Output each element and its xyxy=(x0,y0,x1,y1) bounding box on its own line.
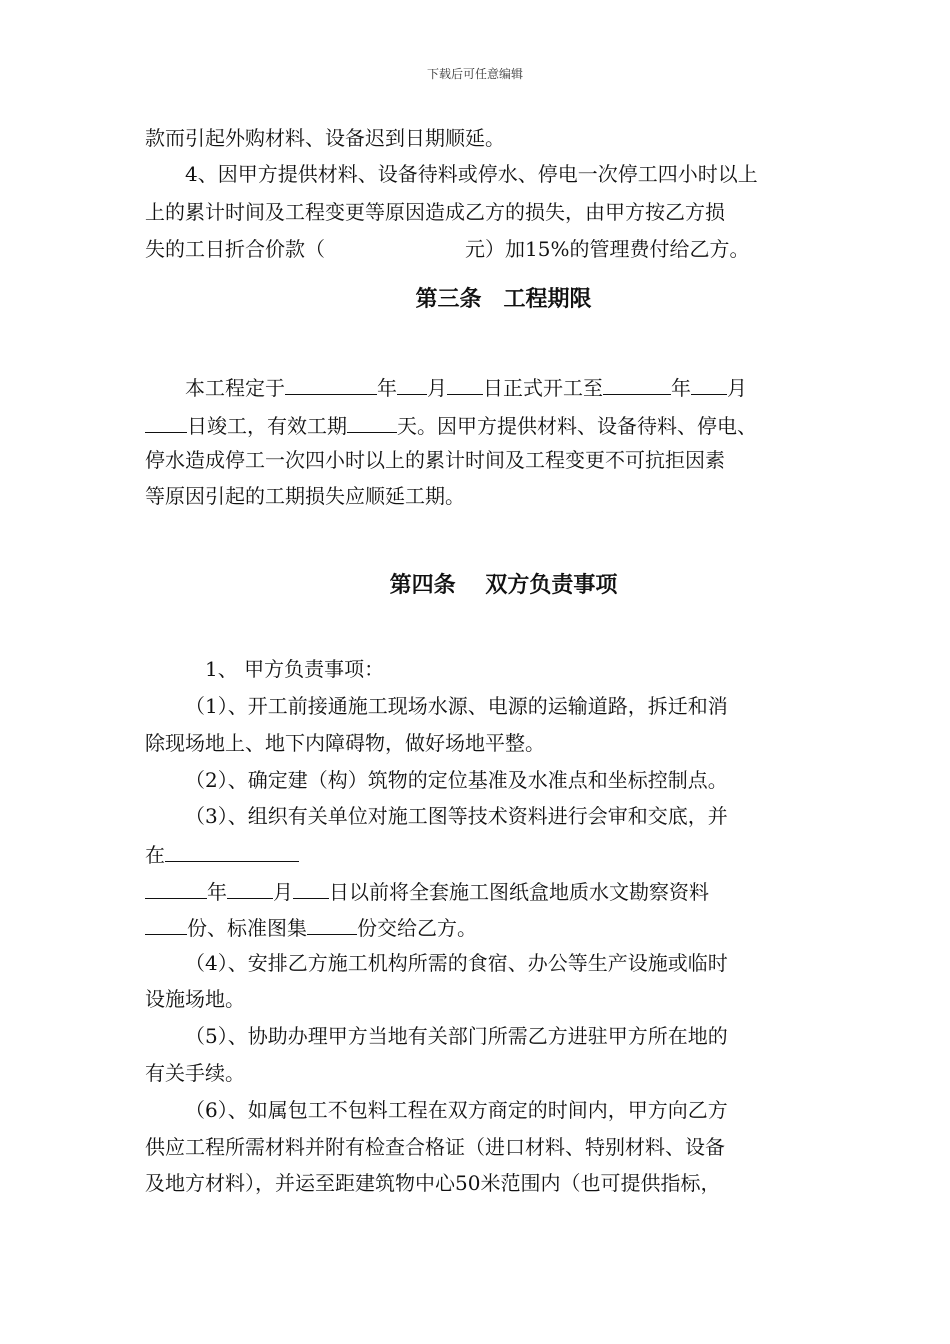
duration-blank xyxy=(347,410,397,433)
item-3-text: 在 xyxy=(145,843,165,867)
item-3-text: 月 xyxy=(273,880,293,904)
item-3-text: 年 xyxy=(207,880,227,904)
date-blank xyxy=(165,839,299,862)
year-blank xyxy=(145,876,207,899)
article-3-text: 年 xyxy=(671,376,691,400)
day-blank xyxy=(145,410,187,433)
month-blank xyxy=(691,372,727,395)
article-4-heading: 第四条 双方负责事项 xyxy=(389,573,618,598)
item-4-text: 失的工日折合价款（ xyxy=(145,237,325,261)
item-3-text: 份交给乙方。 xyxy=(357,916,477,940)
article-3-text: 日正式开工至 xyxy=(483,376,603,400)
copies-blank xyxy=(307,912,357,935)
item-6-line-3: 及地方材料），并运至距建筑物中心50米范围内（也可提供指标， xyxy=(145,1171,721,1195)
month-blank xyxy=(227,876,273,899)
article-3-line-4: 等原因引起的工期损失应顺延工期。 xyxy=(145,484,465,508)
article-3-text: 本工程定于 xyxy=(185,376,285,400)
item-3-text: 日以前将全套施工图纸盒地质水文勘察资料 xyxy=(329,880,709,904)
article-3-text: 日竣工，有效工期 xyxy=(187,414,347,438)
article-4-subheading: 1、 甲方负责事项： xyxy=(205,657,385,681)
copies-blank xyxy=(145,912,187,935)
article-3-line-3: 停水造成停工一次四小时以上的累计时间及工程变更不可抗拒因素 xyxy=(145,448,725,472)
item-6-line-2: 供应工程所需材料并附有检查合格证（进口材料、特别材料、设备 xyxy=(145,1135,725,1159)
item-4-line-1: 4、因甲方提供材料、设备待料或停水、停电一次停工四小时以上 xyxy=(185,162,758,186)
article-3-text: 月 xyxy=(727,376,747,400)
year-blank xyxy=(603,372,671,395)
item-6-line-1: （6）、如属包工不包料工程在双方商定的时间内，甲方向乙方 xyxy=(185,1098,728,1122)
article-3-text: 天。因甲方提供材料、设备待料、停电、 xyxy=(397,414,757,438)
article-3-line-1 xyxy=(185,372,747,402)
item-4-text: 元）加15%的管理费付给乙方。 xyxy=(465,237,750,261)
item-4-line-2: 设施场地。 xyxy=(145,987,245,1011)
day-blank xyxy=(293,876,329,899)
article-3-text: 月 xyxy=(427,376,447,400)
item-1-line-2: 除现场地上、地下内障碍物，做好场地平整。 xyxy=(145,731,545,755)
item-5-line-1: （5）、协助办理甲方当地有关部门所需乙方进驻甲方所在地的 xyxy=(185,1024,728,1048)
item-3-text: 份、标准图集 xyxy=(187,916,307,940)
year-blank xyxy=(285,372,377,395)
paragraph-line: 款而引起外购材料、设备迟到日期顺延。 xyxy=(145,126,505,150)
month-blank xyxy=(397,372,427,395)
item-2-line: （2）、确定建（构）筑物的定位基准及水准点和坐标控制点。 xyxy=(185,768,728,792)
item-4-line-2: 上的累计时间及工程变更等原因造成乙方的损失，由甲方按乙方损 xyxy=(145,200,725,224)
item-1-line-1: （1）、开工前接通施工现场水源、电源的运输道路，拆迁和消 xyxy=(185,694,728,718)
page-header: 下载后可任意编辑 xyxy=(426,67,523,81)
article-3-text: 年 xyxy=(377,376,397,400)
item-4-line-3 xyxy=(145,235,749,263)
item-3-line-4 xyxy=(145,912,477,942)
article-3-line-2 xyxy=(145,410,757,440)
article-3-heading: 第三条 工程期限 xyxy=(415,287,592,312)
item-3-line-1: （3）、组织有关单位对施工图等技术资料进行会审和交底，并 xyxy=(185,804,728,828)
item-4-line-1: （4）、安排乙方施工机构所需的食宿、办公等生产设施或临时 xyxy=(185,951,728,975)
item-3-line-3 xyxy=(145,876,709,906)
item-5-line-2: 有关手续。 xyxy=(145,1061,245,1085)
item-3-line-2 xyxy=(145,839,299,869)
day-blank xyxy=(447,372,483,395)
